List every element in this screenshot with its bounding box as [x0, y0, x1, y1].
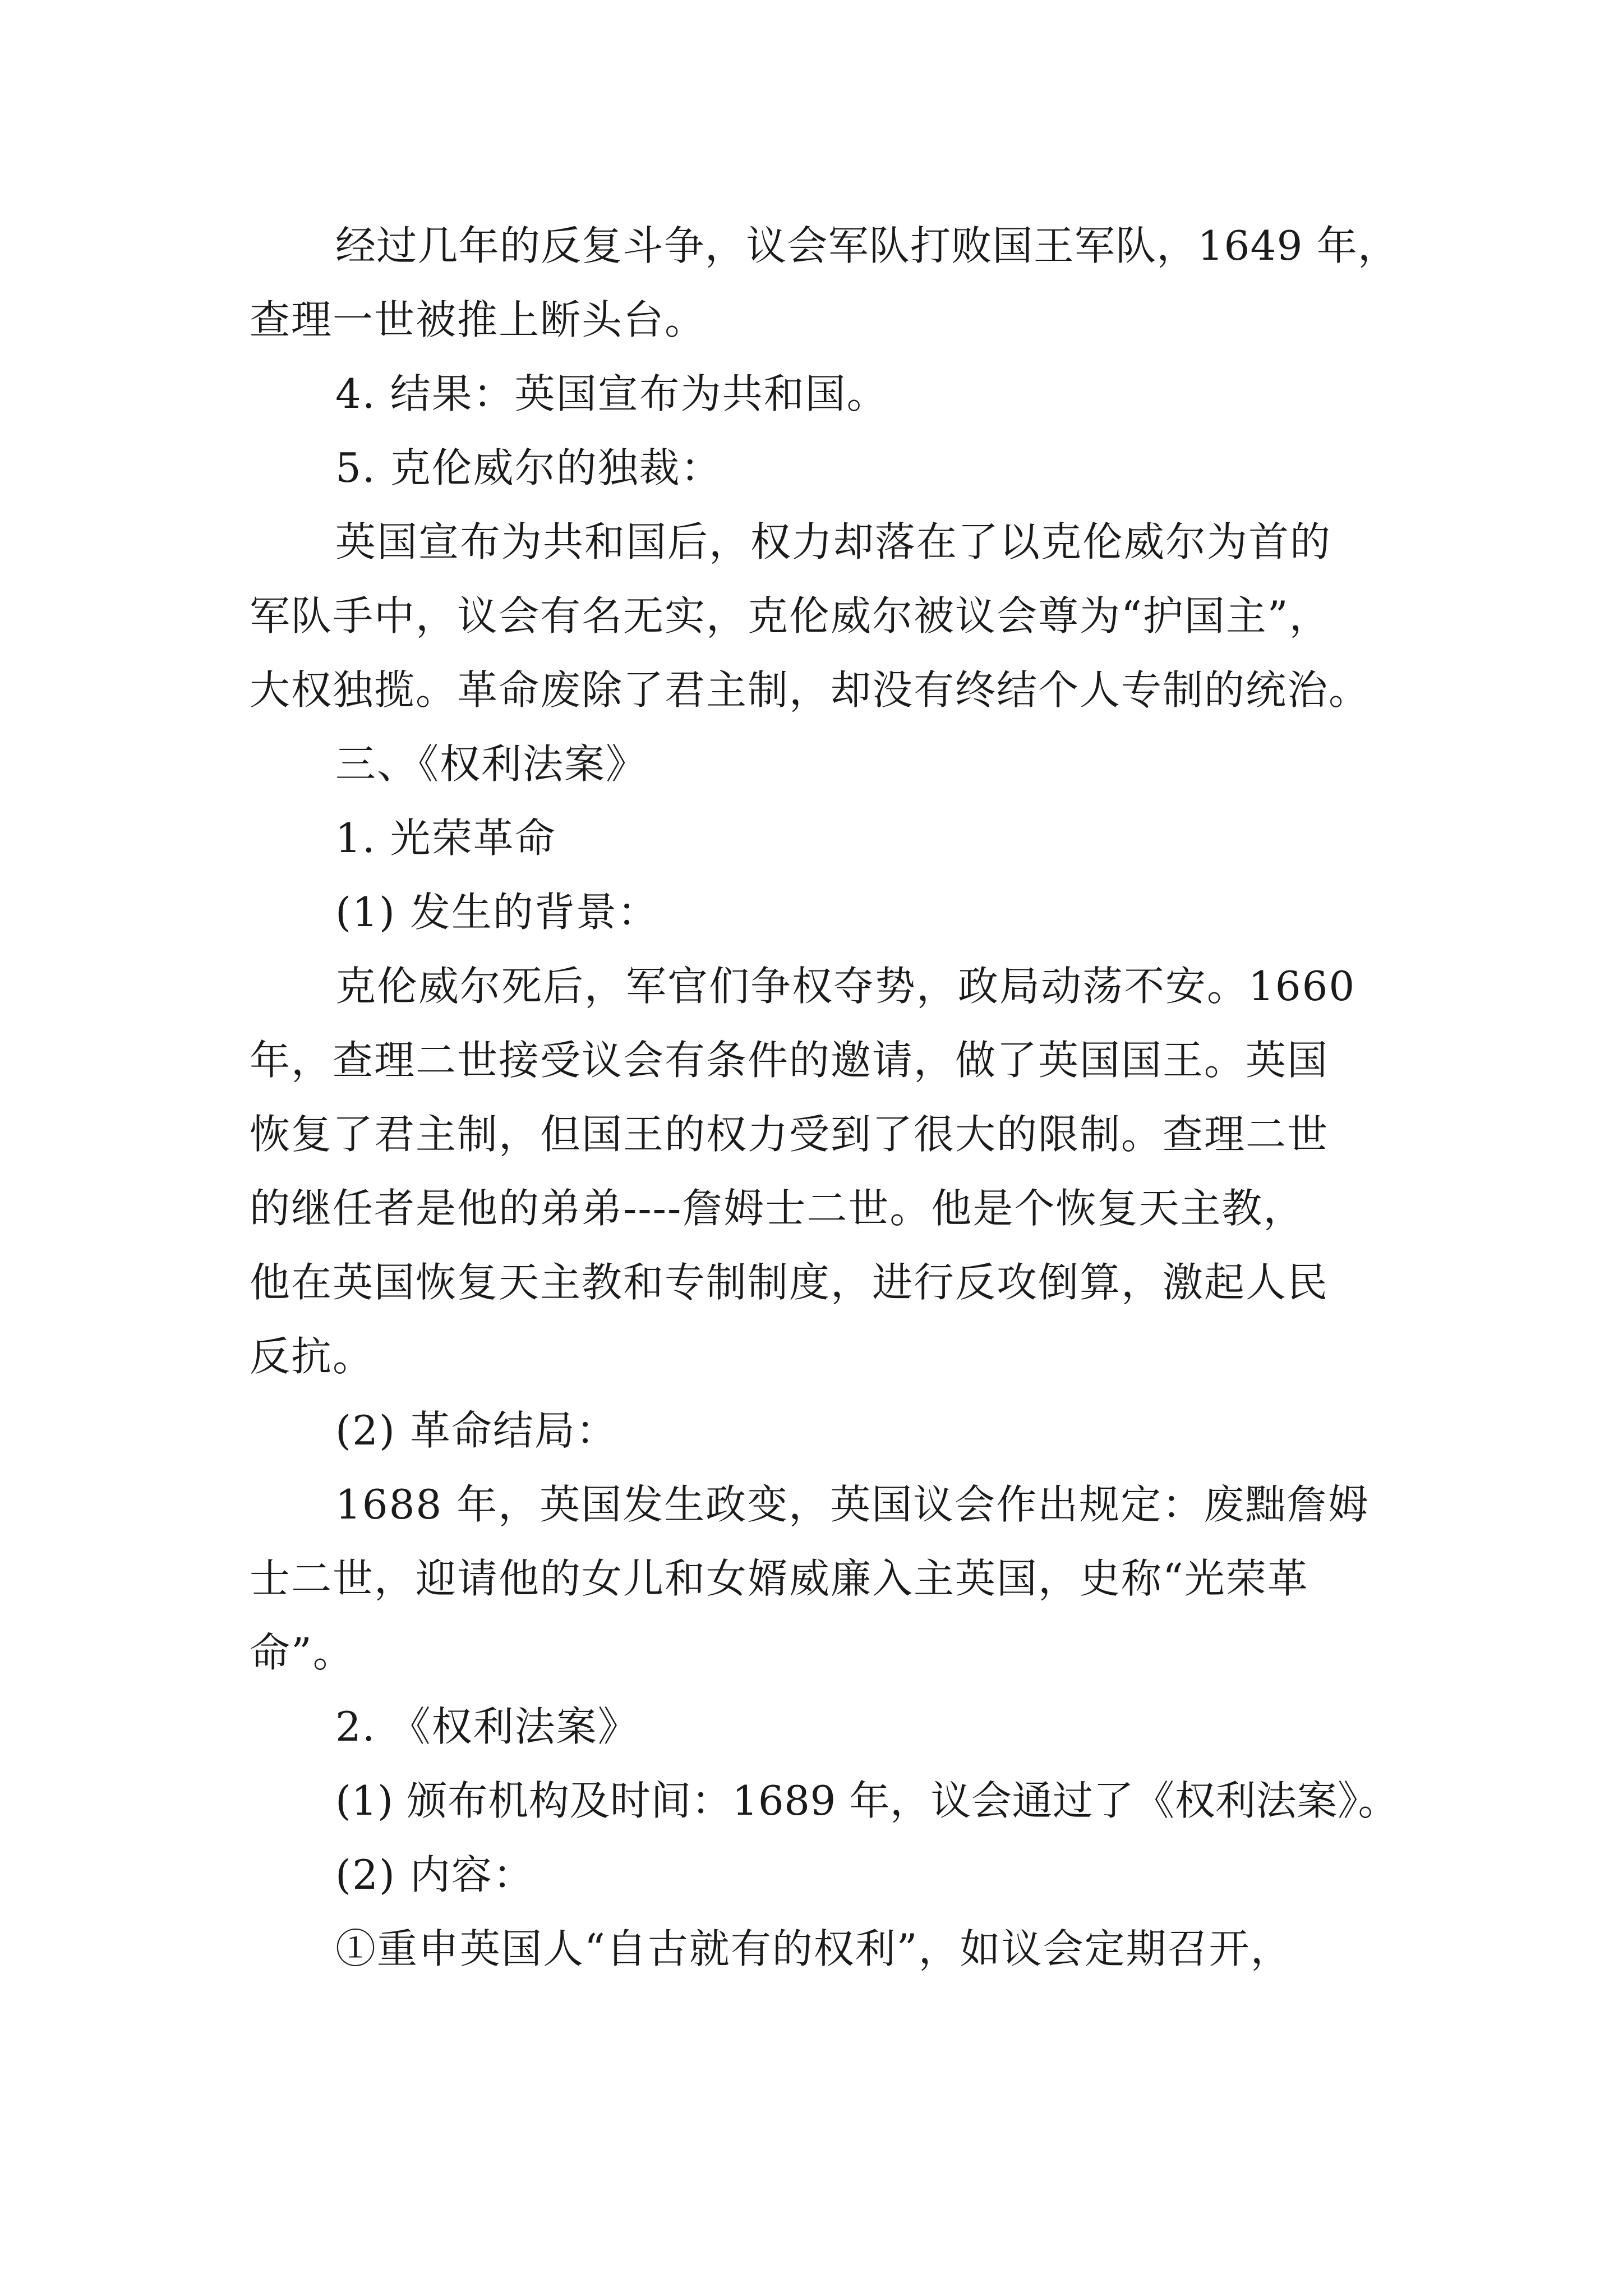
paragraph-line: 士二世，迎请他的女儿和女婿威廉入主英国，史称“光荣革: [250, 1555, 1309, 1602]
paragraph-line: ①重申英国人“自古就有的权利”，如议会定期召开，: [335, 1925, 1292, 1972]
paragraph-line: 英国宣布为共和国后，权力却落在了以克伦威尔为首的: [335, 518, 1332, 565]
subsection-heading: (2) 内容：: [335, 1851, 534, 1898]
paragraph-line: 反抗。: [250, 1333, 375, 1380]
subsection-heading: (2) 革命结局：: [335, 1407, 617, 1454]
paragraph-line: 1688 年，英国发生政变，英国议会作出规定：废黜詹姆: [335, 1481, 1370, 1528]
paragraph-line: 克伦威尔死后，军官们争权夺势，政局动荡不安。1660: [335, 963, 1356, 1010]
paragraph-line: 恢复了君主制，但国王的权力受到了很大的限制。查理二世: [250, 1111, 1329, 1158]
paragraph-line: 军队手中，议会有名无实，克伦威尔被议会尊为“护国主”，: [250, 592, 1331, 639]
subsection-heading: (1) 发生的背景：: [335, 889, 659, 936]
paragraph-line: 查理一世被推上断头台。: [250, 296, 707, 343]
chapter-heading: 三、《权利法案》: [335, 740, 648, 788]
section-heading: 1. 光荣革命: [335, 815, 556, 862]
paragraph-line: 他在英国恢复天主教和专制制度，进行反攻倒算，激起人民: [250, 1259, 1329, 1306]
paragraph-line: 的继任者是他的弟弟----詹姆士二世。他是个恢复天主教，: [250, 1185, 1305, 1232]
section-heading: 5. 克伦威尔的独裁：: [335, 444, 722, 491]
paragraph-line: (1) 颁布机构及时间：1689 年，议会通过了《权利法案》。: [335, 1777, 1399, 1824]
paragraph-line: 大权独揽。革命废除了君主制，却没有终结个人专制的统治。: [250, 666, 1371, 714]
section-heading: 4. 结果：英国宣布为共和国。: [335, 370, 888, 417]
paragraph-line: 经过几年的反复斗争，议会军队打败国王军队，1649 年，: [335, 222, 1399, 269]
section-heading: 2. 《权利法案》: [335, 1703, 639, 1750]
paragraph-line: 命”。: [250, 1629, 354, 1676]
paragraph-line: 年，查理二世接受议会有条件的邀请，做了英国国王。英国: [250, 1037, 1329, 1084]
